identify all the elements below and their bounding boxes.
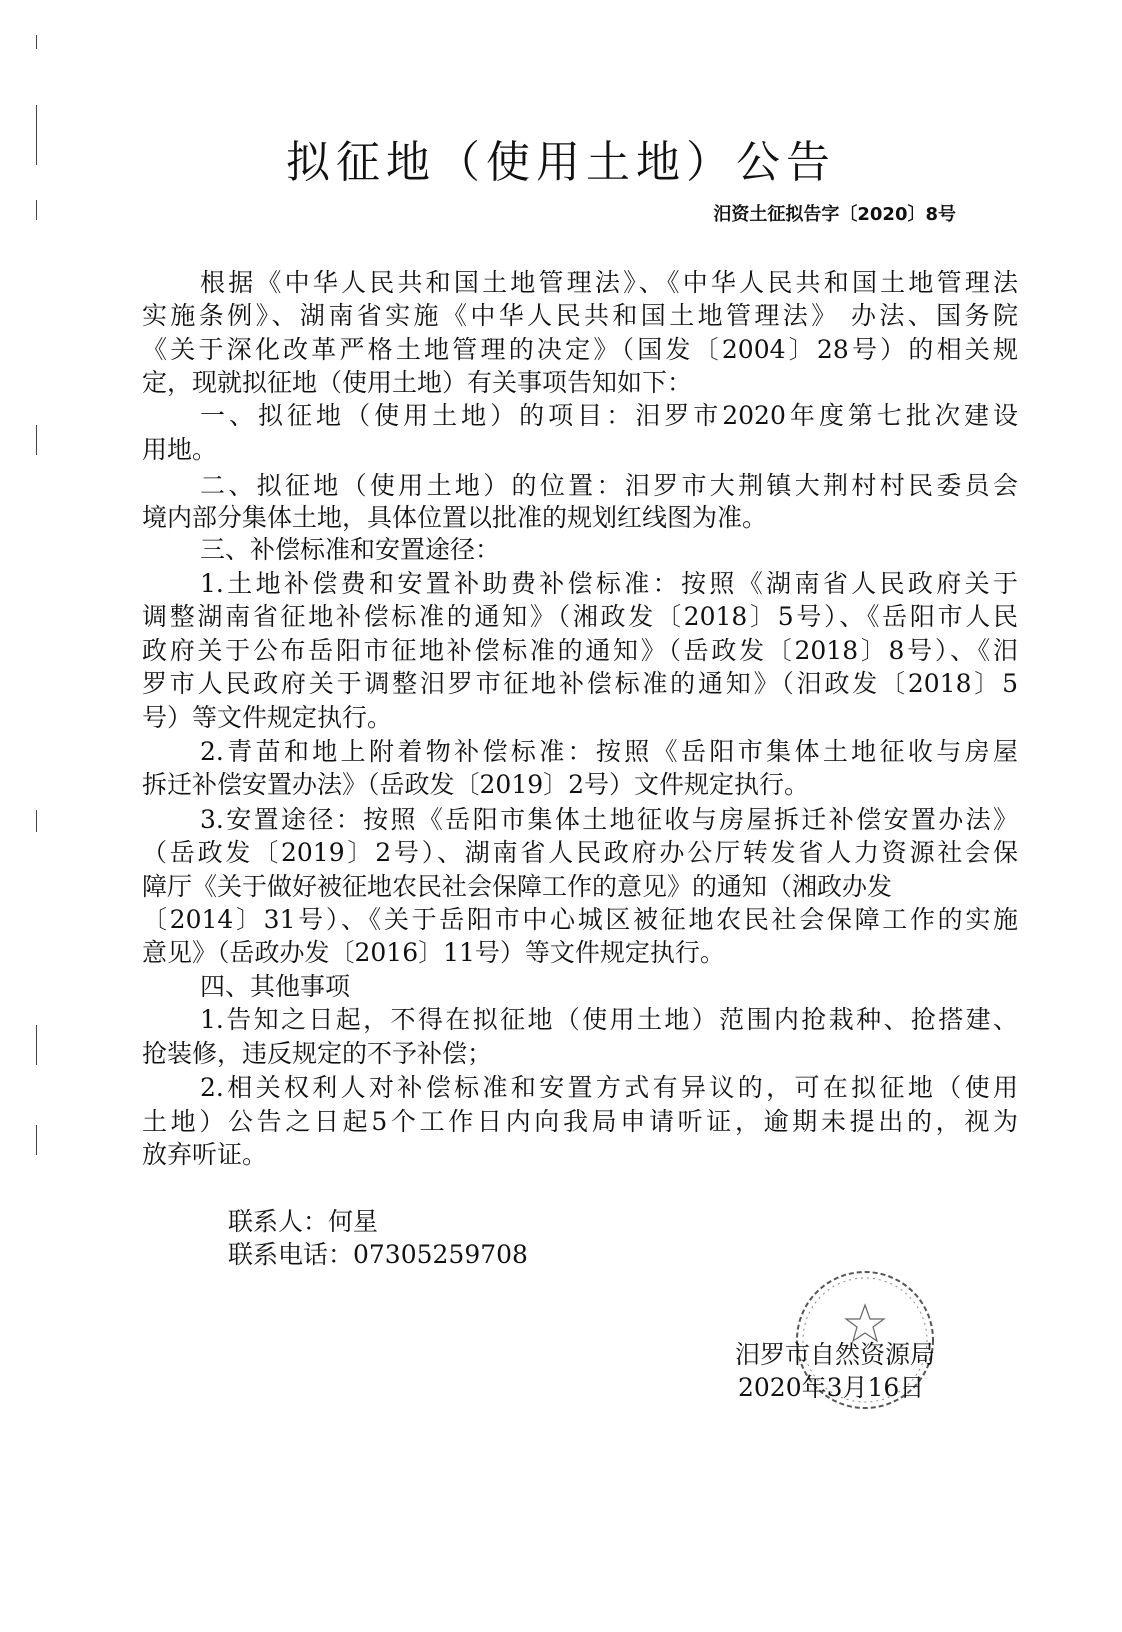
scan-mark (36, 35, 37, 49)
scan-mark (36, 1025, 37, 1065)
body-line: 放弃听证。 (142, 1140, 268, 1169)
issuer-name: 汨罗市自然资源局 (735, 1340, 936, 1369)
body-line: 1.土地补偿费和安置补助费补偿标准：按照《湖南省人民政府关于 (200, 569, 1018, 598)
body-line: 政府关于公布岳阳市征地补偿标准的通知》（岳政发〔2018〕8号）、《汨 (142, 636, 1018, 665)
page-title: 拟征地（使用土地）公告 (286, 137, 836, 188)
body-line: 〔2014〕31号）、《关于岳阳市中心城区被征地农民社会保障工作的实施 (142, 905, 1018, 934)
body-line: 三、补偿标准和安置途径： (200, 535, 501, 564)
contact-phone: 联系电话：07305259708 (228, 1240, 528, 1269)
issue-date: 2020年3月16日 (738, 1373, 925, 1402)
body-line: 境内部分集体土地，具体位置以批准的规划红线图为准。 (142, 503, 768, 532)
body-line: 《关于深化改革严格土地管理的决定》（国发〔2004〕28号）的相关规 (142, 335, 1018, 364)
body-line: 根据《中华人民共和国土地管理法》、《中华人民共和国土地管理法 (200, 268, 1018, 297)
body-line: 定，现就拟征地（使用土地）有关事项告知如下： (142, 368, 693, 397)
body-line: 一、拟征地（使用土地）的项目：汨罗市2020年度第七批次建设 (200, 401, 1018, 430)
scan-mark (36, 810, 37, 832)
body-line: 拆迁补偿安置办法》（岳政发〔2019〕2号）文件规定执行。 (142, 770, 810, 799)
body-line: 3.安置途径：按照《岳阳市集体土地征收与房屋拆迁补偿安置办法》 (200, 805, 1018, 834)
document-number: 汨资土征拟告字〔2020〕8号 (713, 204, 956, 225)
body-line: 抢装修，违反规定的不予补偿； (142, 1039, 493, 1068)
body-line: 2.青苗和地上附着物补偿标准：按照《岳阳市集体土地征收与房屋 (200, 737, 1018, 766)
body-line: 实施条例》、湖南省实施《中华人民共和国土地管理法》 办法、国务院 (142, 301, 1018, 330)
scan-mark (36, 1125, 37, 1155)
body-line: 号）等文件规定执行。 (142, 703, 393, 732)
body-line: 2.相关权利人对补偿标准和安置方式有异议的，可在拟征地（使用 (200, 1073, 1018, 1102)
body-line: 用地。 (142, 435, 218, 464)
body-line: 调整湖南省征地补偿标准的通知》（湘政发〔2018〕5号）、《岳阳市人民 (142, 602, 1018, 631)
contact-person: 联系人：何星 (228, 1207, 379, 1236)
body-line: 意见》（岳政办发〔2016〕11号）等文件规定执行。 (142, 938, 725, 967)
body-line: 障厅《关于做好被征地农民社会保障工作的意见》的通知（湘政办发 (142, 872, 893, 901)
body-line: 二、拟征地（使用土地）的位置：汨罗市大荆镇大荆村村民委员会 (200, 471, 1018, 500)
body-line: 四、其他事项 (200, 972, 351, 1001)
body-line: 1.告知之日起，不得在拟征地（使用土地）范围内抢栽种、抢搭建、 (200, 1005, 1018, 1034)
body-line: （岳政发〔2019〕2号）、湖南省人民政府办公厅转发省人力资源社会保 (142, 838, 1018, 867)
body-line: 罗市人民政府关于调整汨罗市征地补偿标准的通知》（汨政发〔2018〕5 (142, 669, 1018, 698)
body-line: 土地）公告之日起5个工作日内向我局申请听证，逾期未提出的，视为 (142, 1107, 1018, 1136)
scan-mark (36, 200, 37, 220)
scan-mark (36, 425, 37, 455)
